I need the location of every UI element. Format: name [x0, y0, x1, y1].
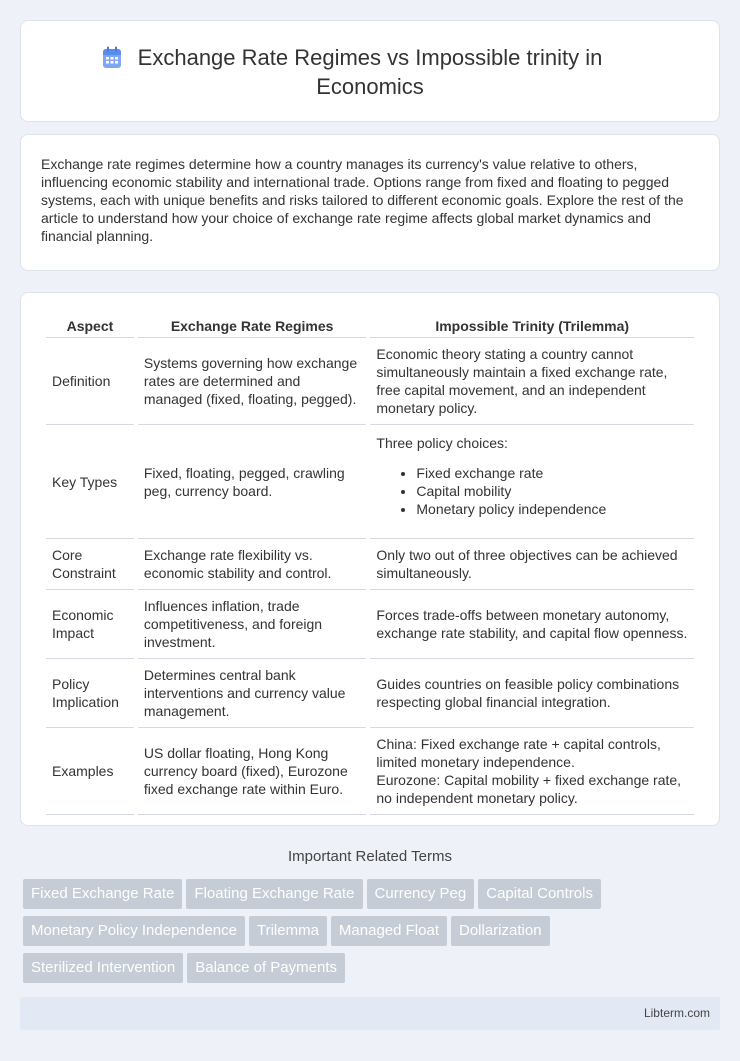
- related-term-tag[interactable]: Floating Exchange Rate: [186, 879, 362, 909]
- table-row: [46, 539, 694, 590]
- related-term-tag[interactable]: Managed Float: [331, 916, 447, 946]
- example-eurozone: Eurozone: Capital mobility + fixed exchange rate, no independent monetary policy.: [376, 772, 682, 806]
- cell-aspect: Examples: [46, 728, 134, 815]
- cell-trinity: Economic theory stating a country cannot simultaneously maintain a fixed exchange rate, free capital movement, and an independent monetary policy.: [370, 338, 694, 425]
- policy-choices-list: [416, 464, 688, 518]
- cell-regimes: US dollar floating, Hong Kong currency board (fixed), Eurozone fixed exchange rate within Euro.: [138, 728, 367, 815]
- footer-brand-link[interactable]: Libterm.com: [643, 1006, 710, 1020]
- column-header-aspect: Aspect: [46, 315, 134, 338]
- comparison-table-card: [20, 292, 720, 826]
- table-row: [46, 590, 694, 659]
- cell-regimes: Systems governing how exchange rates are determined and managed (fixed, floating, pegged).: [138, 338, 367, 425]
- related-term-tag[interactable]: Balance of Payments: [187, 953, 345, 983]
- cell-regimes: Influences inflation, trade competitiveness, and foreign investment.: [138, 590, 367, 659]
- table-row: [46, 728, 694, 815]
- related-term-tag[interactable]: Dollarization: [451, 916, 550, 946]
- table-header-row: [46, 315, 694, 338]
- table-row: [46, 338, 694, 425]
- table-row: [46, 659, 694, 728]
- cell-trinity: Only two out of three objectives can be achieved simultaneously.: [370, 539, 694, 590]
- cell-aspect: Definition: [46, 338, 134, 425]
- comparison-table: [42, 315, 698, 815]
- cell-trinity: Forces trade-offs between monetary autonomy, exchange rate stability, and capital flow openness.: [370, 590, 694, 659]
- related-term-tag[interactable]: Trilemma: [249, 916, 327, 946]
- cell-trinity: [370, 425, 694, 539]
- intro-card: [20, 134, 720, 271]
- policy-choices-intro: Three policy choices:: [376, 434, 508, 451]
- list-item: • Capital mobility: [416, 482, 688, 500]
- cell-regimes: Fixed, floating, pegged, crawling peg, currency board.: [138, 425, 367, 539]
- example-china: China: Fixed exchange rate + capital controls, limited monetary independence.: [376, 736, 661, 770]
- cell-regimes: Determines central bank interventions and currency value management.: [138, 659, 367, 728]
- related-term-tag[interactable]: Currency Peg: [367, 879, 475, 909]
- list-item: • Monetary policy independence: [416, 500, 688, 518]
- column-header-trinity: Impossible Trinity (Trilemma): [370, 315, 694, 338]
- cell-aspect: Economic Impact: [46, 590, 134, 659]
- related-term-tag[interactable]: Fixed Exchange Rate: [23, 879, 182, 909]
- footer: [20, 997, 720, 1030]
- related-term-tag[interactable]: Monetary Policy Independence: [23, 916, 245, 946]
- cell-aspect: Key Types: [46, 425, 134, 539]
- cell-regimes: Exchange rate flexibility vs. economic stability and control.: [138, 539, 367, 590]
- header-card: [20, 20, 720, 122]
- column-header-regimes: Exchange Rate Regimes: [138, 315, 367, 338]
- intro-paragraph: Exchange rate regimes determine how a country manages its currency's value relative to others, influencing economic stability and international trade. Options range from fixed and floating to pegged systems, each with unique benefits and risks tailored to different economic goals. Explore the rest of the article to understand how your choice of exchange rate regime affects global market dynamics and financial planning.: [41, 156, 684, 244]
- related-term-tag[interactable]: Sterilized Intervention: [23, 953, 183, 983]
- page-title-text: Exchange Rate Regimes vs Impossible trinity in Economics: [137, 45, 603, 99]
- page-title: [21, 43, 719, 101]
- list-item: • Fixed exchange rate: [416, 464, 688, 482]
- cell-aspect: Policy Implication: [46, 659, 134, 728]
- cell-trinity: [370, 728, 694, 815]
- cell-aspect: Core Constraint: [46, 539, 134, 590]
- related-term-tag[interactable]: Capital Controls: [478, 879, 601, 909]
- related-terms-heading: Important Related Terms: [288, 848, 452, 865]
- cell-trinity: Guides countries on feasible policy combinations respecting global financial integration.: [370, 659, 694, 728]
- table-row: [46, 425, 694, 539]
- related-terms-list: [23, 879, 683, 990]
